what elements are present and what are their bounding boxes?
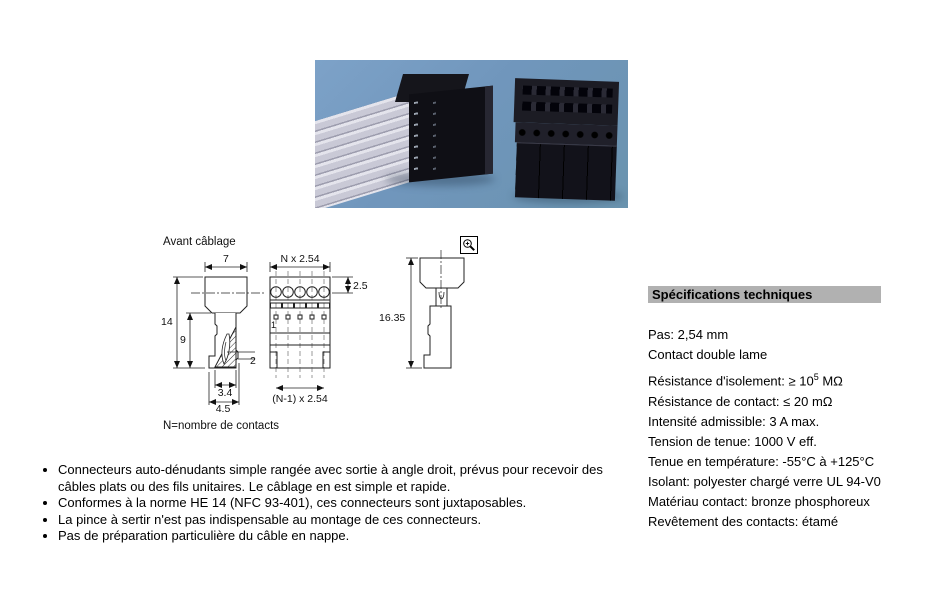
connector-right (511, 78, 621, 202)
connector-left (391, 74, 487, 180)
spec-pas: Pas: 2,54 mm (648, 327, 729, 342)
bullet-item: • Connecteurs auto-dénudants simple rangée avec sortie à angle droit, prévus pour recevoir des câbles plats ou des fils unitaires. Le câblage en est simple et rapide. (58, 462, 612, 495)
dim-7: 7 (223, 253, 229, 265)
bullet-item: • La pince à sertir n'est pas indispensable au montage de ces connecteurs. (58, 512, 612, 529)
bullet-item: • Pas de préparation particulière du câble en nappe. (58, 528, 612, 545)
spec-temperature: Tenue en température: -55°C à +125°C (648, 454, 875, 470)
dim-2-5: 2.5 (353, 280, 368, 292)
specs-title-bar (648, 286, 881, 303)
product-photo (315, 60, 628, 208)
spec-revetement: Revêtement des contacts: étamé (648, 514, 839, 530)
spec-isolant: Isolant: polyester chargé verre UL 94-V0 (648, 474, 881, 490)
dim-n1-pitch: (N-1) x 2.54 (272, 393, 328, 405)
spec-contact: Contact double lame (648, 347, 768, 362)
spec-intensite: Intensité admissible: 3 A max. (648, 414, 820, 430)
dim-3-4: 3.4 (217, 387, 233, 399)
spec-tension: Tension de tenue: 1000 V eff. (648, 434, 817, 450)
dim-4-5: 4.5 (215, 403, 231, 415)
specs-title: Spécifications techniques (652, 287, 813, 302)
drawing-title: Avant câblage (163, 236, 236, 248)
bullet-item: • Conformes à la norme HE 14 (NFC 93-401), ces connecteurs sont juxtaposables. (58, 495, 612, 512)
magnifier-plus-icon (461, 237, 477, 253)
specs-list (648, 325, 908, 532)
dim-n-pitch: N x 2.54 (280, 253, 320, 265)
spec-resistance-contact: Résistance de contact: ≤ 20 mΩ (648, 394, 833, 410)
dim-2: 2 (250, 355, 256, 367)
dim-14: 14 (161, 316, 173, 328)
pin-1-label: 1 (271, 320, 277, 330)
description-bullets (40, 462, 612, 545)
drawing-note: N=nombre de contacts (163, 420, 280, 432)
zoom-button[interactable] (460, 236, 478, 254)
spec-isolement: Résistance d'isolement: ≥ $10^5$ MΩ (648, 372, 843, 389)
spec-materiau: Matériau contact: bronze phosphoreux (648, 494, 870, 510)
technical-drawing (155, 230, 495, 460)
dim-16-35: 16.35 (379, 312, 406, 324)
dim-9: 9 (180, 334, 186, 346)
